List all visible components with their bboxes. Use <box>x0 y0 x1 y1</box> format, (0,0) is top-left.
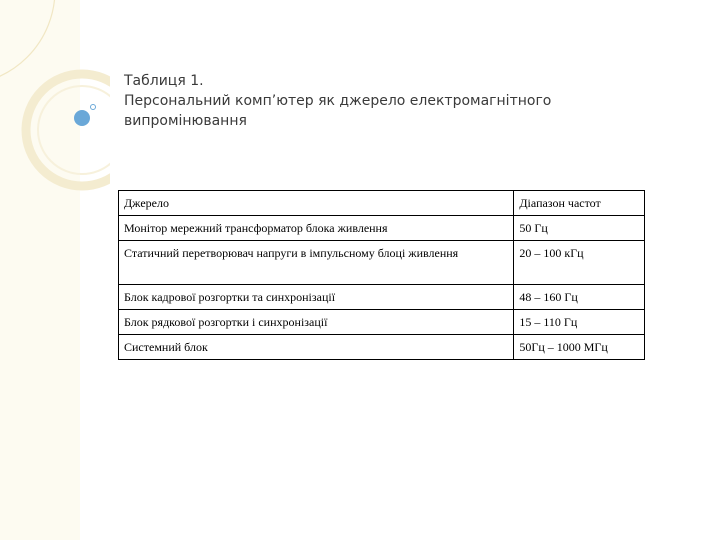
table-row <box>119 285 645 310</box>
title-line-3: випромінювання <box>124 113 247 129</box>
cell-source: Статичний перетворювач напруги в імпульсному блоці живлення <box>119 241 514 285</box>
blue-bullet-icon <box>74 110 90 126</box>
emission-sources-table <box>118 190 645 360</box>
header-source: Джерело <box>119 191 514 216</box>
header-frequency-range: Діапазон частот <box>514 191 645 216</box>
table-row <box>119 310 645 335</box>
title-line-2: Персональний комп’ютер як джерело електромагнітного <box>124 93 552 109</box>
decorative-circles <box>0 0 110 210</box>
cell-source: Системний блок <box>119 335 514 360</box>
table-header-row <box>119 191 645 216</box>
cell-frequency: 48 – 160 Гц <box>514 285 645 310</box>
blue-dot-icon <box>91 105 96 110</box>
slide-title <box>124 71 644 131</box>
cell-frequency: 50Гц – 1000 МГц <box>514 335 645 360</box>
cell-frequency: 20 – 100 кГц <box>514 241 645 285</box>
cell-source: Блок кадрової розгортки та синхронізації <box>119 285 514 310</box>
table-row <box>119 241 645 285</box>
cell-source: Монітор мережний трансформатор блока живлення <box>119 216 514 241</box>
title-line-1: Таблиця 1. <box>124 73 204 89</box>
cell-source: Блок рядкової розгортки і синхронізації <box>119 310 514 335</box>
cell-frequency: 50 Гц <box>514 216 645 241</box>
ring-inner <box>38 86 110 174</box>
ring-large <box>0 0 55 85</box>
table-row <box>119 216 645 241</box>
cell-frequency: 15 – 110 Гц <box>514 310 645 335</box>
table-row <box>119 335 645 360</box>
